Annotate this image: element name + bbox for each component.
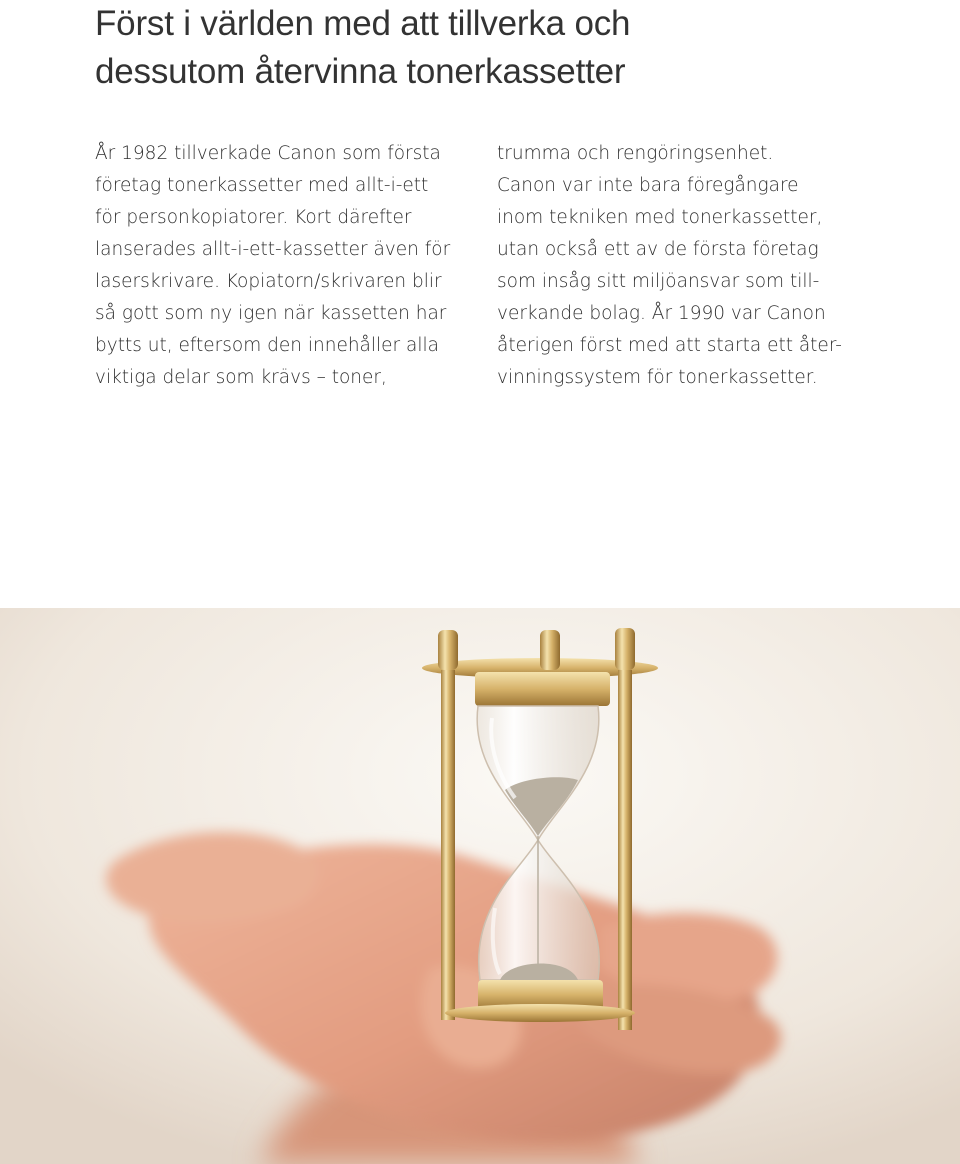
body-text-right-column xyxy=(497,138,842,394)
body-line: Canon var inte bara föregångare xyxy=(497,175,799,196)
body-line: viktiga delar som krävs – toner, xyxy=(95,367,387,388)
hourglass-in-hand-photo xyxy=(0,608,960,1164)
body-line: återigen först med att starta ett åter- xyxy=(497,335,842,356)
photo-illustration xyxy=(0,608,960,1164)
body-line: företag tonerkassetter med allt-i-ett xyxy=(95,175,429,196)
body-line: inom tekniken med tonerkassetter, xyxy=(497,207,823,228)
headline-line-2: dessutom återvinna tonerkassetter xyxy=(95,52,626,91)
page-headline xyxy=(95,0,915,96)
body-line: trumma och rengöringsenhet. xyxy=(497,143,774,164)
body-line: laserskrivare. Kopiatorn/skrivaren blir xyxy=(95,271,442,292)
headline-line-1: Först i världen med att tillverka och xyxy=(95,4,631,43)
body-line: så gott som ny igen när kassetten har xyxy=(95,303,447,324)
body-line: utan också ett av de första företag xyxy=(497,239,819,260)
body-line: som insåg sitt miljöansvar som till- xyxy=(497,271,820,292)
body-text-left-column xyxy=(95,138,450,394)
body-line: lanserades allt-i-ett-kassetter även för xyxy=(95,239,451,260)
body-line: för personkopiatorer. Kort därefter xyxy=(95,207,412,228)
body-line: År 1982 tillverkade Canon som första xyxy=(95,143,441,164)
body-line: bytts ut, eftersom den innehåller alla xyxy=(95,335,439,356)
body-line: vinningssystem för tonerkassetter. xyxy=(497,367,818,388)
body-line: verkande bolag. År 1990 var Canon xyxy=(497,303,826,324)
